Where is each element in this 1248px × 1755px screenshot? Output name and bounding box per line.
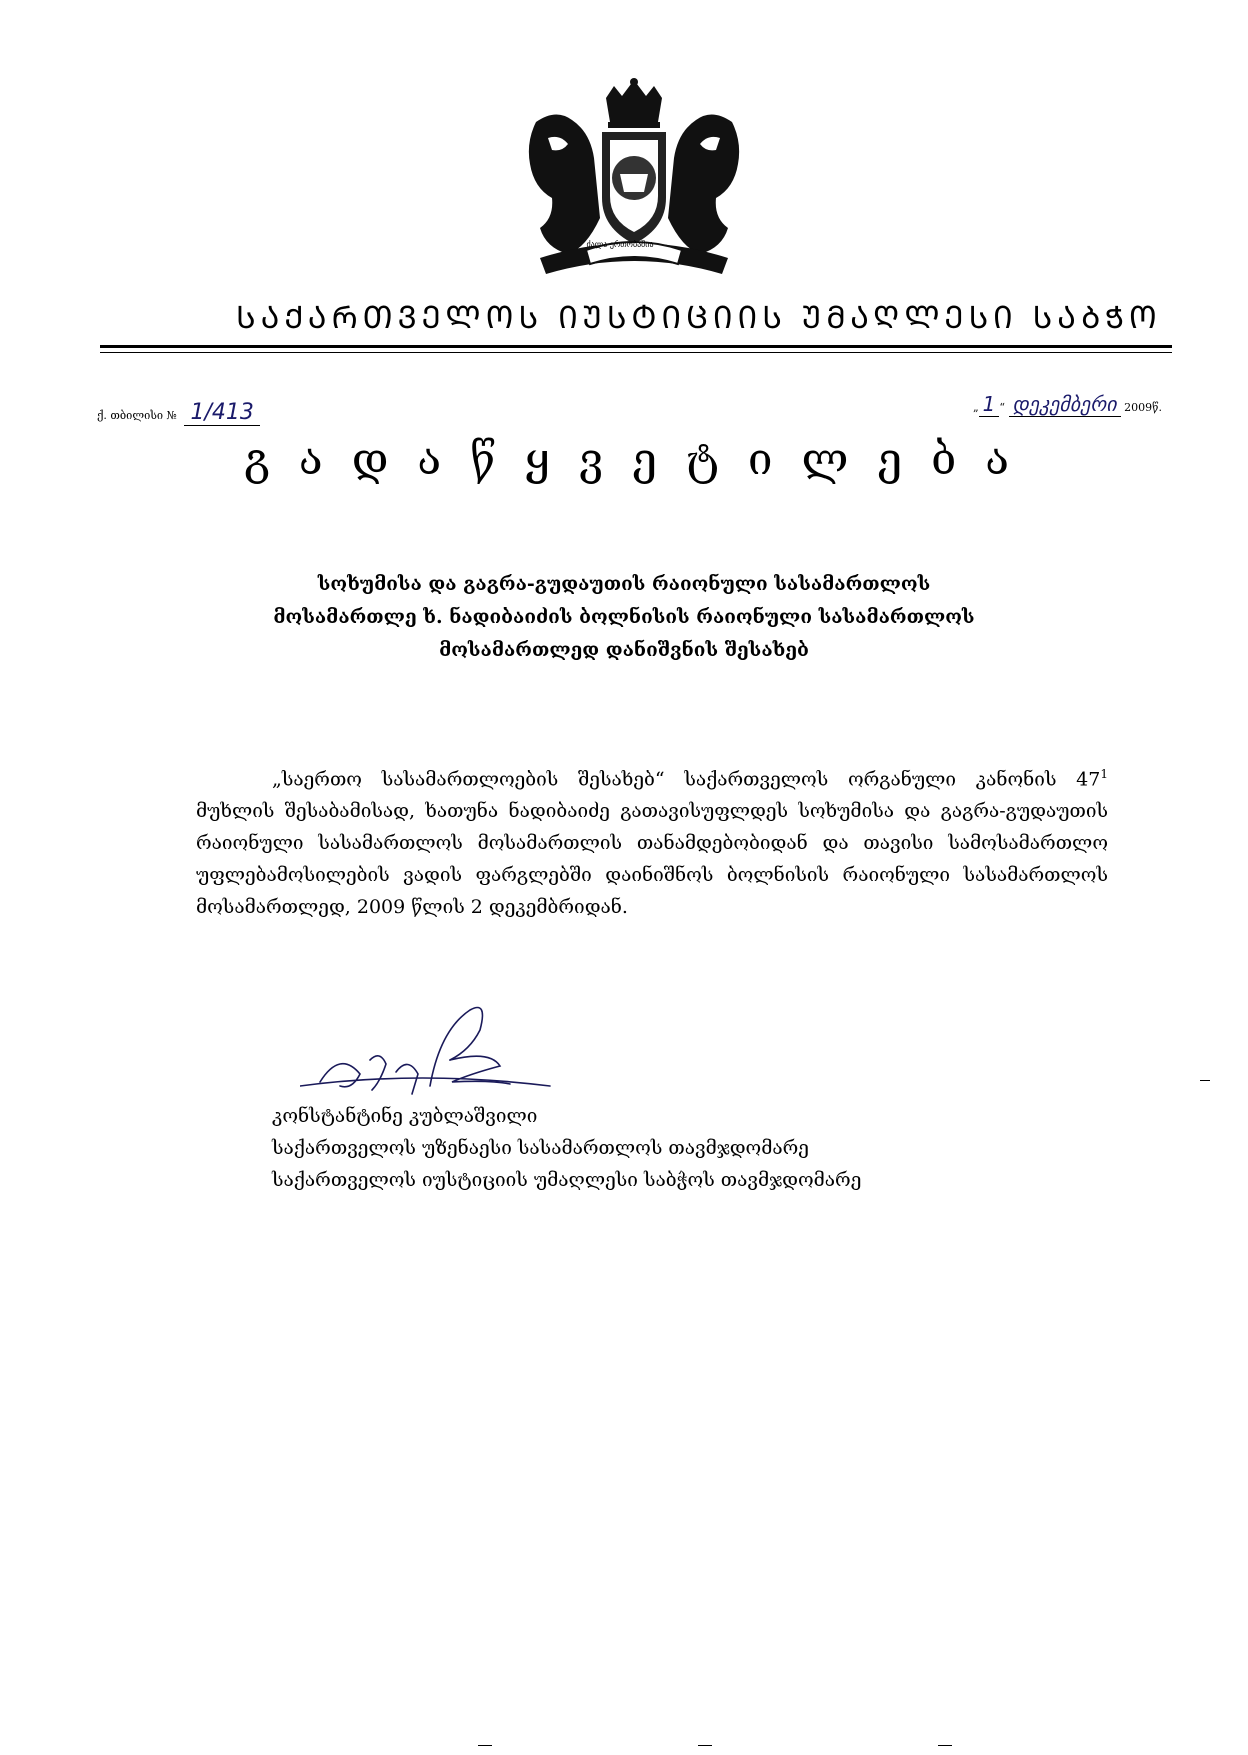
subject-block [200,568,1048,667]
emblem-motto: ძალა ერთობაშია [586,240,654,249]
scan-mark [938,1745,952,1746]
date-year: 2009წ. [1124,401,1162,414]
date-month: დეკემბერი [1009,392,1121,417]
subject-line: მოსამართლე ხ. ნადიბაიძის ბოლნისის რაიონული სასამართლოს [273,606,975,628]
header-rule-thin [100,352,1172,353]
number-value: 1/413 [184,400,259,426]
subject-line: სოხუმისა და გაგრა-გუდაუთის რაიონული სასამართლოს [317,573,931,595]
signer-title: საქართველოს იუსტიციის უმაღლესი საბჭოს თავმჯდომარე [272,1169,862,1191]
scan-mark [698,1745,712,1746]
document-title: გადაწყვეტილება [244,434,1039,485]
city-number-label: ქ. თბილისი № [97,409,177,422]
date-day: 1 [979,392,1000,417]
document-date: „ 1 “ დეკემბერი 2009წ. [972,392,1162,416]
signer-title: საქართველოს უზენაესი სასამართლოს თავმჯდომარე [272,1137,809,1159]
subject-line: მოსამართლედ დანიშვნის შესახებ [439,639,809,661]
header-rule-thick [100,345,1172,348]
decision-body [196,758,1108,923]
coat-of-arms-emblem [516,78,752,286]
document-number [97,400,260,425]
body-part-1: „საერთო სასამართლოების შესახებ“ საქართველოს ორგანული კანონის 47 [272,768,1101,791]
signer-block [272,1100,861,1196]
scan-mark [478,1745,492,1746]
council-name-heading: ᲡᲐᲥᲐᲠᲗᲕᲔᲚᲝᲡ ᲘᲣᲡᲢᲘᲪᲘᲘᲡ ᲣᲛᲐᲦᲚᲔᲡᲘ ᲡᲐᲑᲭᲝ [236,300,1162,336]
body-part-2: მუხლის შესაბამისად, ხათუნა ნადიბაიძე გათავისუფლდეს სოხუმისა და გაგრა-გუდაუთის რაიონული სასამართლოს მოსამართლის თანამდებობიდან და თავისი სამოსამართლო უფლებამოსილების ვადის ფარგლებში დაინიშნოს ბოლნისის რაიონული სასამართლოს მოსამართლედ, 2009 წლის 2 დეკემბრიდან. [196,800,1108,919]
scan-mark [1200,1080,1210,1081]
article-superscript: 1 [1100,767,1108,781]
signer-name: კონსტანტინე კუბლაშვილი [272,1105,538,1127]
